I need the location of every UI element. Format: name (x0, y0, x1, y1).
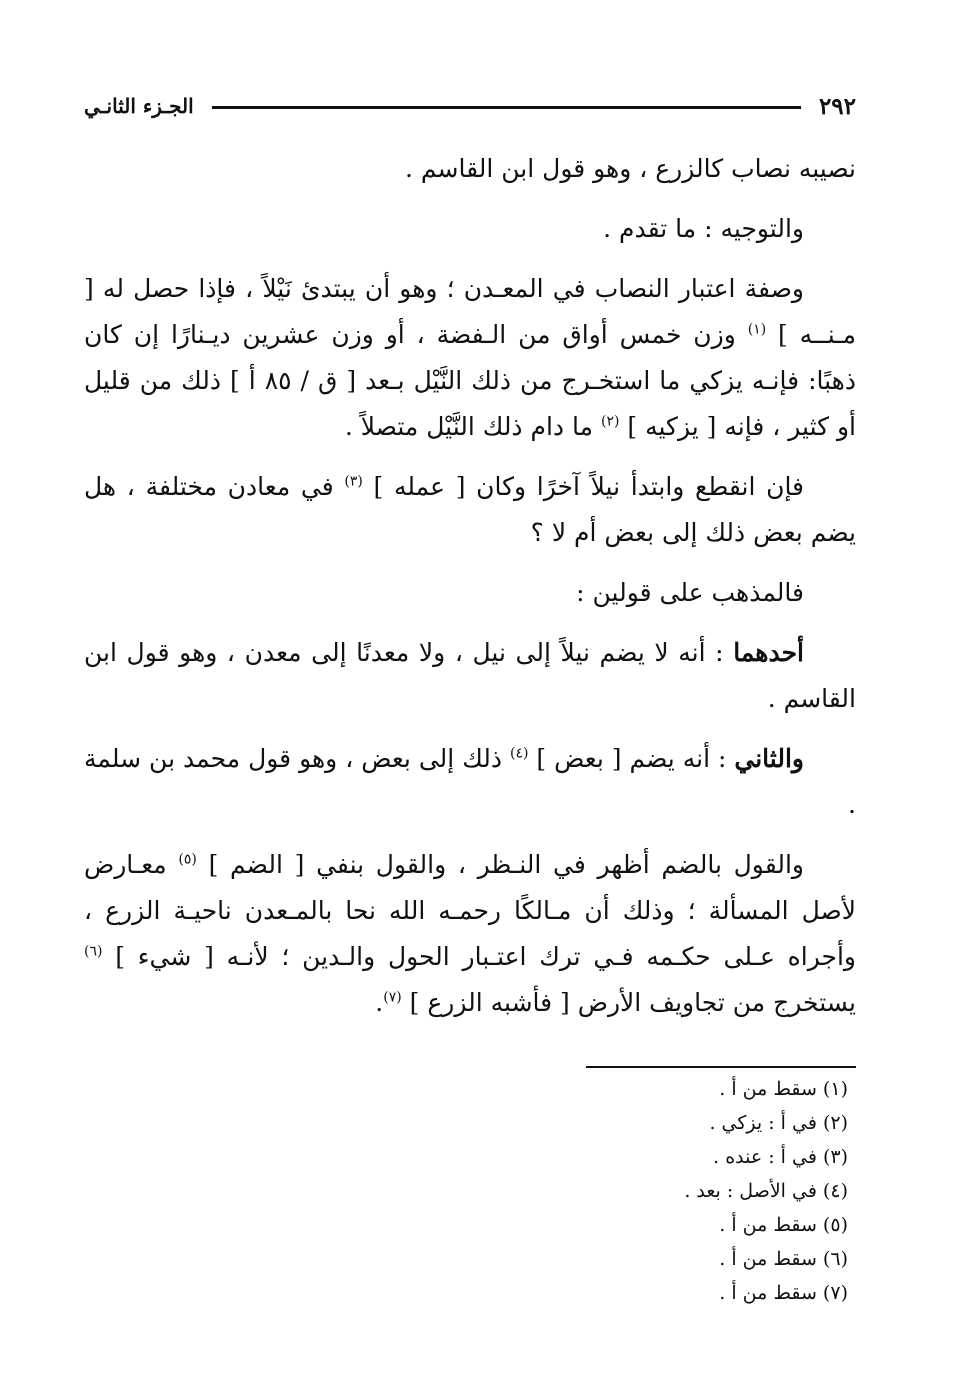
footnote-7: (٧) سقط من أ . (719, 1282, 848, 1304)
page-number: ٢٩٢ (818, 92, 856, 120)
footnote-ref-7: (٧) (383, 989, 402, 1006)
paragraph-1 (84, 146, 856, 192)
paragraph-8 (84, 842, 856, 1026)
footnote-ref-4: (٤) (510, 745, 529, 762)
paragraph-3-text-c: ما دام ذلك النَّيْل متصلاً . (344, 412, 601, 441)
paragraph-4-text-a: فإن انقطع وابتدأ نيلاً آخرًا وكان [ عمله ] (362, 472, 805, 501)
footnote-6: (٦) سقط من أ . (719, 1248, 848, 1270)
paragraph-2 (84, 206, 856, 252)
header-rule (212, 106, 801, 109)
paragraph-8-text-d: . (375, 988, 384, 1017)
paragraph-8-text-b: معـارض لأصل المسألة ؛ وذلك أن مـالكًا رحمـه الله نحا بالمـعدن ناحيـة الزرع ، وأجراه عـلى حكـمه فـي ترك اعتـبار الحول والـدين ؛ لأنـه [ شيء ] (84, 850, 856, 971)
paragraph-2-text: والتوجيه : ما تقدم . (603, 214, 804, 243)
footnotes (84, 1072, 848, 1310)
footnote-separator (586, 1066, 856, 1068)
paragraph-8-text-c: يستخرج من تجاويف الأرض [ فأشبه الزرع ] (401, 988, 856, 1017)
paragraph-1-text: نصيبه نصاب كالزرع ، وهو قول ابن القاسم . (405, 154, 856, 183)
footnote-2: (٢) في أ : يزكي . (709, 1112, 848, 1134)
footnote-ref-6: (٦) (84, 943, 103, 960)
footnote-5: (٥) سقط من أ . (719, 1214, 848, 1236)
paragraph-7-text-a: : أنه يضم [ بعض ] (528, 744, 735, 773)
paragraph-5 (84, 570, 856, 616)
paragraph-3-text-a: وصفة اعتبار النصاب في المعـدن ؛ وهو أن يبتدئ نَيْلاً ، فإذا حصل له [ مـنــه ] (84, 274, 856, 349)
paragraph-8-text-a: والقول بالضم أظهر في النـظر ، والقول بنفي [ الضم ] (196, 850, 804, 879)
footnote-ref-5: (٥) (178, 851, 197, 868)
page-header (84, 86, 856, 126)
paragraph-6-text: : أنه لا يضم نيلاً إلى نيل ، ولا معدنًا إلى معدن ، وهو قول ابن القاسم . (84, 638, 856, 713)
footnote-3: (٣) في أ : عنده . (713, 1146, 848, 1168)
paragraph-6 (84, 630, 856, 722)
paragraph-5-text: فالمذهب على قولين : (576, 578, 804, 607)
footnote-ref-1: (١) (747, 321, 767, 338)
main-text (84, 146, 856, 1040)
running-head: الجـزء الثانـي (84, 94, 194, 118)
paragraph-7-text-b: ذلك إلى بعض ، وهو قول محمد بن سلمة . (84, 744, 856, 819)
paragraph-7-lead: والثاني (734, 744, 804, 773)
footnote-1: (١) سقط من أ . (719, 1078, 848, 1100)
paragraph-3-text-b: وزن خمس أواق من الـفضة ، أو وزن عشرين ديـنارًا إن كان ذهبًا: فإنـه يزكي ما استخـرج من ذلك النَّيْل بـعد [ ق / ٨٥ أ ] ذلك من قليل أو كثير ، فإنه [ يزكيه ] (84, 320, 856, 441)
paragraph-3 (84, 266, 856, 450)
footnote-4: (٤) في الأصل : بعد . (684, 1180, 848, 1202)
paragraph-6-lead: أحدهما (733, 638, 804, 667)
footnote-ref-2: (٢) (600, 413, 620, 430)
paragraph-7 (84, 736, 856, 828)
footnote-ref-3: (٣) (344, 473, 363, 490)
paragraph-4-text-b: في معادن مختلفة ، هل يضم بعض ذلك إلى بعض أم لا ؟ (84, 472, 856, 547)
paragraph-4 (84, 464, 856, 556)
